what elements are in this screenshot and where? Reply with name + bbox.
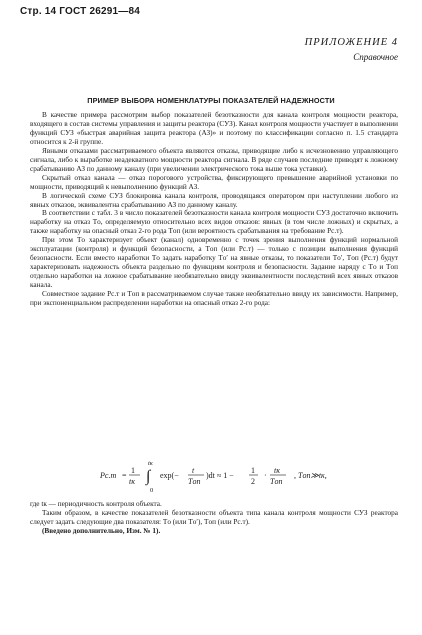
paragraph: Явными отказами рассматриваемого объекта являются отказы, приводящие либо к исчезновению управляющего сигнала, либо к выработке неадекватного мощности реактора сигнала. В ряде случаев последние приводят к ложному срабатыванию АЗ по данному каналу (при увеличении электрического тока выше тока уставки).: [30, 146, 398, 173]
paragraph: Таким образом, в качестве показателей безотказности объекта типа канала контроля мощности СУЗ реактора следует задать следующие два показателя: Tо (или Tо′), Tоп (или Pс.т).: [30, 508, 398, 526]
formula: [30, 454, 398, 498]
appendix-block: [305, 37, 398, 62]
formula-dt: )dt ≈ 1 −: [206, 471, 234, 480]
page-header: Стр. 14 ГОСТ 26291—84: [20, 6, 140, 17]
paragraph: Совместное задание Pс.т и Tоп в рассматриваемом случае также необязательно ввиду их зависимости. Например, при экспоненциальном распределении наработки на опасный отказ 2-го рода:: [30, 290, 398, 308]
amendment-note: (Введено дополнительно, Изм. № 1).: [42, 526, 161, 535]
body-text: [30, 111, 398, 308]
formula-lhs: Pс.т: [100, 471, 117, 480]
frac4-den: Tоп: [270, 477, 283, 486]
paragraph: В качестве примера рассмотрим выбор показателей безотказности для канала контроля мощности реактора, входящего в состав системы управления и защиты реактора (СУЗ). Канал контроля мощности участвует в выполнении функций СУЗ «быстрая аварийная защита реактора (АЗ)» и поэтому по классификации согласно п. 1.5 стандарта относится к 2-й группе.: [30, 111, 398, 146]
paragraph: При этом Tо характеризует объект (канал) одновременно с точек зрения выполнения функций нормальной эксплуатации (контроля) и функций безопасности, а Tоп (или Pс.т) — только с позиции выполнения функций безопасности. Если вместо наработки Tо задать наработку Tо′ на явные отказы, то показатели Tо′, Tоп (Pс.т) будут характеризовать надежность объекта раздельно по функциям контроля и безопасности. Задание наряду с Tо и Tоп отдельно наработки на ложное срабатывание необязательно ввиду эквивалентности последствий всех явных отказов канала.: [30, 236, 398, 290]
integrand: exp(−: [160, 471, 179, 480]
frac4-num: tк: [274, 466, 280, 475]
appendix-note: Справочное: [353, 52, 398, 63]
frac1-den: tк: [129, 477, 135, 486]
paragraph: Скрытый отказ канала — отказ порогового устройства, фиксирующего превышение аварийной установки по мощности, приводящий к невыполнению функций АЗ.: [30, 173, 398, 191]
frac1-num: 1: [131, 466, 135, 475]
formula-condition: , Tоп≫tк,: [294, 471, 327, 480]
paragraph: В соответствии с табл. 3 в число показателей безотказности канала контроля мощности СУЗ достаточно включить наработку на отказ Tо, определяемую относительно всех видов отказов: явных (в том числе ложных) и скрытых, а также наработку на опасный отказ 2-го рода Tоп (или вероятность срабатывания на требование Pс.т).: [30, 209, 398, 236]
conclusion-text: [30, 500, 398, 536]
paragraph: где tк — периодичность контроля объекта.: [30, 500, 162, 508]
integral-sign: ∫: [146, 468, 151, 485]
paragraph: В логической схеме СУЗ блокировка канала контроля, проводящаяся оператором при наступлении любого из явных отказов, эквивалентна срабатыванию АЗ по данному каналу.: [30, 191, 398, 209]
int-upper: tк: [148, 460, 153, 467]
formula-dot: ·: [264, 471, 267, 480]
frac3-den: 2: [251, 477, 255, 486]
formula-eq: =: [122, 471, 127, 480]
frac2-num: t: [192, 466, 195, 475]
appendix-label: ПРИЛОЖЕНИЕ 4: [304, 37, 398, 48]
frac2-den: Tоп: [188, 477, 201, 486]
frac3-num: 1: [251, 466, 255, 475]
section-title: ПРИМЕР ВЫБОРА НОМЕНКЛАТУРЫ ПОКАЗАТЕЛЕЙ НАДЕЖНОСТИ: [87, 96, 335, 105]
int-lower: 0: [150, 487, 154, 494]
